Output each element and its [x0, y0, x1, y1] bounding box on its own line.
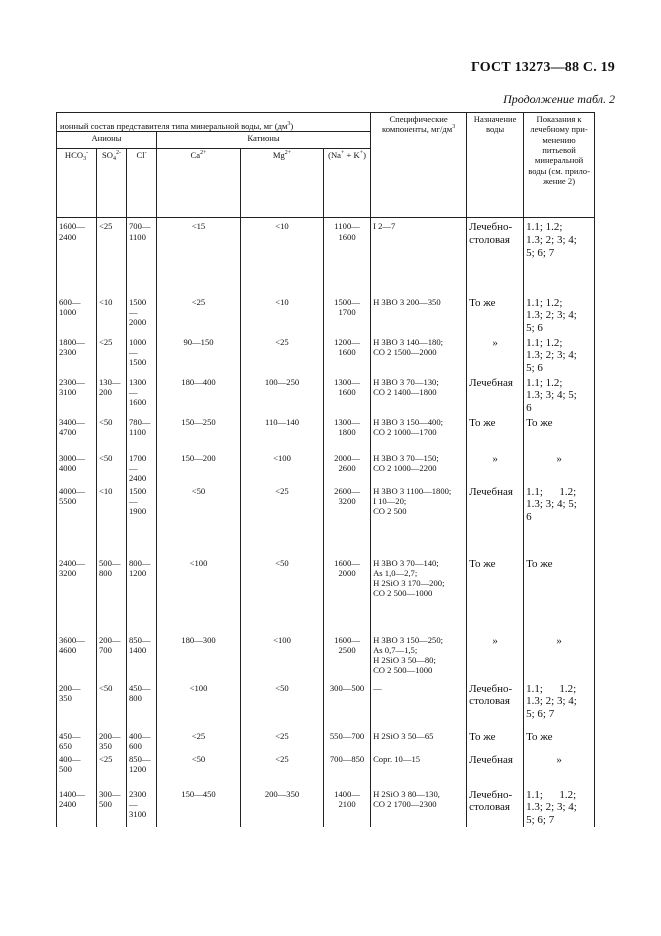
so4-cell: <25	[97, 218, 127, 296]
indications-cell: »	[524, 634, 595, 682]
specific-components-cell: H 2SiO 3 80—130, CO 2 1700—2300	[371, 788, 467, 828]
na-k-cell: 1600—2000	[324, 557, 371, 634]
specific-components-cell: Сорг. 10—15	[371, 753, 467, 788]
ca-cell: 150—450	[157, 788, 241, 828]
na-k-cell: 1100—1600	[324, 218, 371, 296]
specific-components-cell: H 3BO 3 150—400; CO 2 1000—1700	[371, 416, 467, 452]
purpose-cell: Лечебная	[467, 376, 524, 416]
hco3-cell: 1400— 2400	[57, 788, 97, 828]
so4-cell: <25	[97, 753, 127, 788]
purpose-cell: »	[467, 336, 524, 376]
ca-cell: 150—250	[157, 416, 241, 452]
mg-cell: <100	[241, 452, 324, 485]
purpose-cell: То же	[467, 416, 524, 452]
mg-cell: 100—250	[241, 376, 324, 416]
na-k-cell: 1300—1800	[324, 416, 371, 452]
specific-components-cell: H 3BO 3 200—350	[371, 296, 467, 336]
na-k-cell: 1300—1600	[324, 376, 371, 416]
table-row	[57, 452, 595, 485]
page-header: ГОСТ 13273—88 С. 19	[471, 60, 615, 75]
cl-cell: 400— 600	[127, 730, 157, 753]
indications-cell: 1.1; 1.2; 1.3; 2; 3; 4; 5; 6; 7	[524, 218, 595, 296]
specific-components-cell: H 3BO 3 70—150; CO 2 1000—2200	[371, 452, 467, 485]
indications-cell: 1.1; 1.2; 1.3; 3; 4; 5; 6	[524, 485, 595, 557]
indications-cell: То же	[524, 416, 595, 452]
hco3-cell: 1800— 2300	[57, 336, 97, 376]
specific-components-cell: H 3BO 3 70—130; CO 2 1400—1800	[371, 376, 467, 416]
cl-cell: 700— 1100	[127, 218, 157, 296]
hco3-cell: 2400— 3200	[57, 557, 97, 634]
so4-cell: <25	[97, 336, 127, 376]
so4-cell: 200— 350	[97, 730, 127, 753]
purpose-cell: Лечебно- столовая	[467, 218, 524, 296]
hco3-cell: 200— 350	[57, 682, 97, 730]
indications-cell: То же	[524, 730, 595, 753]
specific-components-cell: I 2—7	[371, 218, 467, 296]
indications-cell: 1.1; 1.2; 1.3; 2; 3; 4; 5; 6; 7	[524, 788, 595, 828]
ca-cell: <50	[157, 485, 241, 557]
table-row	[57, 557, 595, 634]
specific-components-cell: H 3BO 3 1100—1800; I 10—20; CO 2 500	[371, 485, 467, 557]
mg-cell: <50	[241, 557, 324, 634]
indications-header: Показания к лечебному применению питьевой минеральной воды (см. приложение 2)	[524, 113, 595, 218]
table-row	[57, 416, 595, 452]
indications-cell: То же	[524, 557, 595, 634]
na-k-cell: 300—500	[324, 682, 371, 730]
ca-cell: 90—150	[157, 336, 241, 376]
indications-cell: 1.1; 1.2; 1.3; 2; 3; 4; 5; 6; 7	[524, 682, 595, 730]
specific-components-header: Специфические компоненты, $мг/дм^3$	[371, 113, 467, 218]
hco3-cell: 3400— 4700	[57, 416, 97, 452]
mg-cell: 110—140	[241, 416, 324, 452]
purpose-cell: »	[467, 634, 524, 682]
indications-cell: »	[524, 753, 595, 788]
mg-cell: <25	[241, 336, 324, 376]
table-row	[57, 218, 595, 296]
table-row	[57, 634, 595, 682]
so4-cell: 300— 500	[97, 788, 127, 828]
mineral-water-table	[56, 112, 595, 827]
ca-cell: <25	[157, 730, 241, 753]
ca-cell: <50	[157, 753, 241, 788]
na-k-cell: 1500—1700	[324, 296, 371, 336]
purpose-cell: То же	[467, 730, 524, 753]
purpose-cell: То же	[467, 296, 524, 336]
cl-cell: 1500— 2000	[127, 296, 157, 336]
purpose-header: Назначение воды	[467, 113, 524, 218]
cl-cell: 800— 1200	[127, 557, 157, 634]
na-k-header: (Na+ + K+)	[324, 149, 371, 218]
anions-header: Анионы	[57, 132, 157, 149]
purpose-cell: Лечебная	[467, 485, 524, 557]
so4-cell: <50	[97, 416, 127, 452]
table-row	[57, 485, 595, 557]
hco3-cell: 4000— 5500	[57, 485, 97, 557]
mg-cell: <10	[241, 296, 324, 336]
mg-header: $Mg^{2+}$	[241, 149, 324, 218]
mg-cell: <25	[241, 730, 324, 753]
cl-cell: 450— 800	[127, 682, 157, 730]
hco3-cell: 2300— 3100	[57, 376, 97, 416]
hco3-cell: 600— 1000	[57, 296, 97, 336]
ca-cell: 180—400	[157, 376, 241, 416]
table-row	[57, 753, 595, 788]
hco3-cell: 3600— 4600	[57, 634, 97, 682]
purpose-cell: »	[467, 452, 524, 485]
mg-cell: <100	[241, 634, 324, 682]
indications-cell: 1.1; 1.2; 1.3; 3; 4; 5; 6	[524, 376, 595, 416]
ca-cell: <100	[157, 682, 241, 730]
table-row	[57, 336, 595, 376]
specific-components-cell: H 3BO 3 70—140; As 1,0—2,7; H 2SiO 3 170—200; CO 2 500—1000	[371, 557, 467, 634]
cl-cell: 1700— 2400	[127, 452, 157, 485]
cl-cell: 1500— 1900	[127, 485, 157, 557]
na-k-cell: 1200—1600	[324, 336, 371, 376]
table-row	[57, 376, 595, 416]
so4-cell: <10	[97, 485, 127, 557]
continuation-label: Продолжение табл. 2	[503, 92, 615, 106]
mg-cell: <10	[241, 218, 324, 296]
cl-cell: 850— 1200	[127, 753, 157, 788]
na-k-cell: 550—700	[324, 730, 371, 753]
so4-cell: 200— 700	[97, 634, 127, 682]
cl-cell: 1000— 1500	[127, 336, 157, 376]
so4-cell: 500— 800	[97, 557, 127, 634]
ca-cell: <15	[157, 218, 241, 296]
na-k-cell: 2000—2600	[324, 452, 371, 485]
indications-cell: »	[524, 452, 595, 485]
na-k-cell: 1600—2500	[324, 634, 371, 682]
cations-header: Катионы	[157, 132, 371, 149]
hco3-cell: 3000— 4000	[57, 452, 97, 485]
ca-cell: 150—200	[157, 452, 241, 485]
table-row	[57, 788, 595, 828]
hco3-cell: 1600— 2400	[57, 218, 97, 296]
specific-components-cell: H 2SiO 3 50—65	[371, 730, 467, 753]
purpose-cell: Лечебно- столовая	[467, 788, 524, 828]
mg-cell: <25	[241, 753, 324, 788]
so4-cell: <50	[97, 452, 127, 485]
ca-cell: <25	[157, 296, 241, 336]
purpose-cell: То же	[467, 557, 524, 634]
hco3-header: $HCO_3^-$	[57, 149, 97, 218]
purpose-cell: Лечебно- столовая	[467, 682, 524, 730]
ca-cell: <100	[157, 557, 241, 634]
cl-header: Cl-	[127, 149, 157, 218]
mg-cell: <25	[241, 485, 324, 557]
table-body	[57, 218, 595, 828]
ca-header: $Ca^{2+}$	[157, 149, 241, 218]
table-row	[57, 296, 595, 336]
indications-cell: 1.1; 1.2; 1.3; 2; 3; 4; 5; 6	[524, 336, 595, 376]
hco3-cell: 450— 650	[57, 730, 97, 753]
cl-cell: 780— 1100	[127, 416, 157, 452]
table-row	[57, 730, 595, 753]
ca-cell: 180—300	[157, 634, 241, 682]
so4-cell: 130— 200	[97, 376, 127, 416]
table-row	[57, 682, 595, 730]
cl-cell: 1300— 1600	[127, 376, 157, 416]
na-k-cell: 2600—3200	[324, 485, 371, 557]
so4-header: $SO_4^{2-}$	[97, 149, 127, 218]
so4-cell: <50	[97, 682, 127, 730]
indications-cell: 1.1; 1.2; 1.3; 2; 3; 4; 5; 6	[524, 296, 595, 336]
na-k-cell: 1400—2100	[324, 788, 371, 828]
specific-components-cell: H 3BO 3 150—250; As 0,7—1,5; H 2SiO 3 50—80; CO 2 500—1000	[371, 634, 467, 682]
purpose-cell: Лечебная	[467, 753, 524, 788]
mg-cell: <50	[241, 682, 324, 730]
mg-cell: 200—350	[241, 788, 324, 828]
hco3-cell: 400— 500	[57, 753, 97, 788]
so4-cell: <10	[97, 296, 127, 336]
ionic-composition-header: ионный состав представителя типа минеральной воды, мг $(дм^3)$	[57, 113, 371, 132]
cl-cell: 850— 1400	[127, 634, 157, 682]
specific-components-cell: H 3BO 3 140—180; CO 2 1500—2000	[371, 336, 467, 376]
cl-cell: 2300— 3100	[127, 788, 157, 828]
na-k-cell: 700—850	[324, 753, 371, 788]
specific-components-cell: —	[371, 682, 467, 730]
